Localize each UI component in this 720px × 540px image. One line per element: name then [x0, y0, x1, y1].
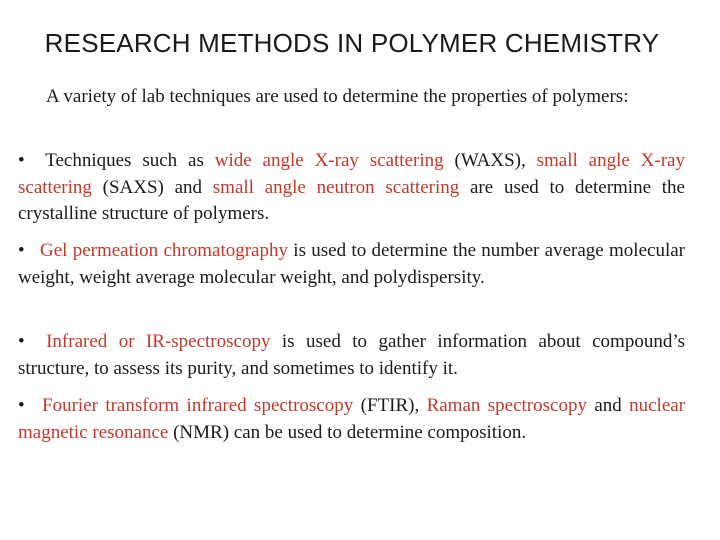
highlighted-term: small angle X-ray scattering [18, 150, 685, 198]
bullet-item [18, 329, 685, 382]
highlighted-term: small angle neutron scattering [212, 176, 460, 198]
highlighted-term: Fourier transform infrared spectroscopy [42, 395, 354, 416]
highlighted-term: Raman spectroscopy [426, 395, 587, 416]
bullet-item [18, 238, 685, 291]
bullet-item [18, 148, 685, 228]
intro-paragraph: A variety of lab techniques are used to determine the properties of polymers: [46, 86, 629, 107]
bullet-symbol: • [18, 331, 25, 352]
bullet-symbol: • [18, 395, 25, 416]
body-text-segment: and [586, 395, 630, 416]
bullet-item [18, 393, 685, 446]
bullet-symbol: • [18, 150, 25, 171]
highlighted-term: wide angle X-ray scattering [214, 150, 444, 171]
body-text-segment: are used to determine the crystalline structure of polymers. [18, 176, 685, 224]
body-text-segment: (WAXS), [443, 150, 537, 171]
body-text-segment: (FTIR), [353, 395, 427, 416]
body-text-segment: Techniques such as [45, 150, 215, 171]
highlighted-term: Gel permeation chromatography [39, 240, 288, 261]
slide-title: RESEARCH METHODS IN POLYMER CHEMISTRY [44, 28, 660, 58]
bullet-symbol: • [18, 240, 25, 261]
body-text-segment: is used to determine the number average molecular weight, weight average molecular weight, and polydispersity. [18, 240, 685, 288]
body-text-segment: (NMR) can be used to determine composition. [168, 421, 527, 443]
body-text-segment: is used to gather information about compound’s structure, to assess its purity, and sometimes to identify it. [18, 331, 685, 379]
highlighted-term: nuclear magnetic resonance [18, 395, 686, 443]
body-text-segment: (SAXS) and [91, 176, 213, 198]
highlighted-term: Infrared or IR-spectroscopy [46, 331, 271, 352]
